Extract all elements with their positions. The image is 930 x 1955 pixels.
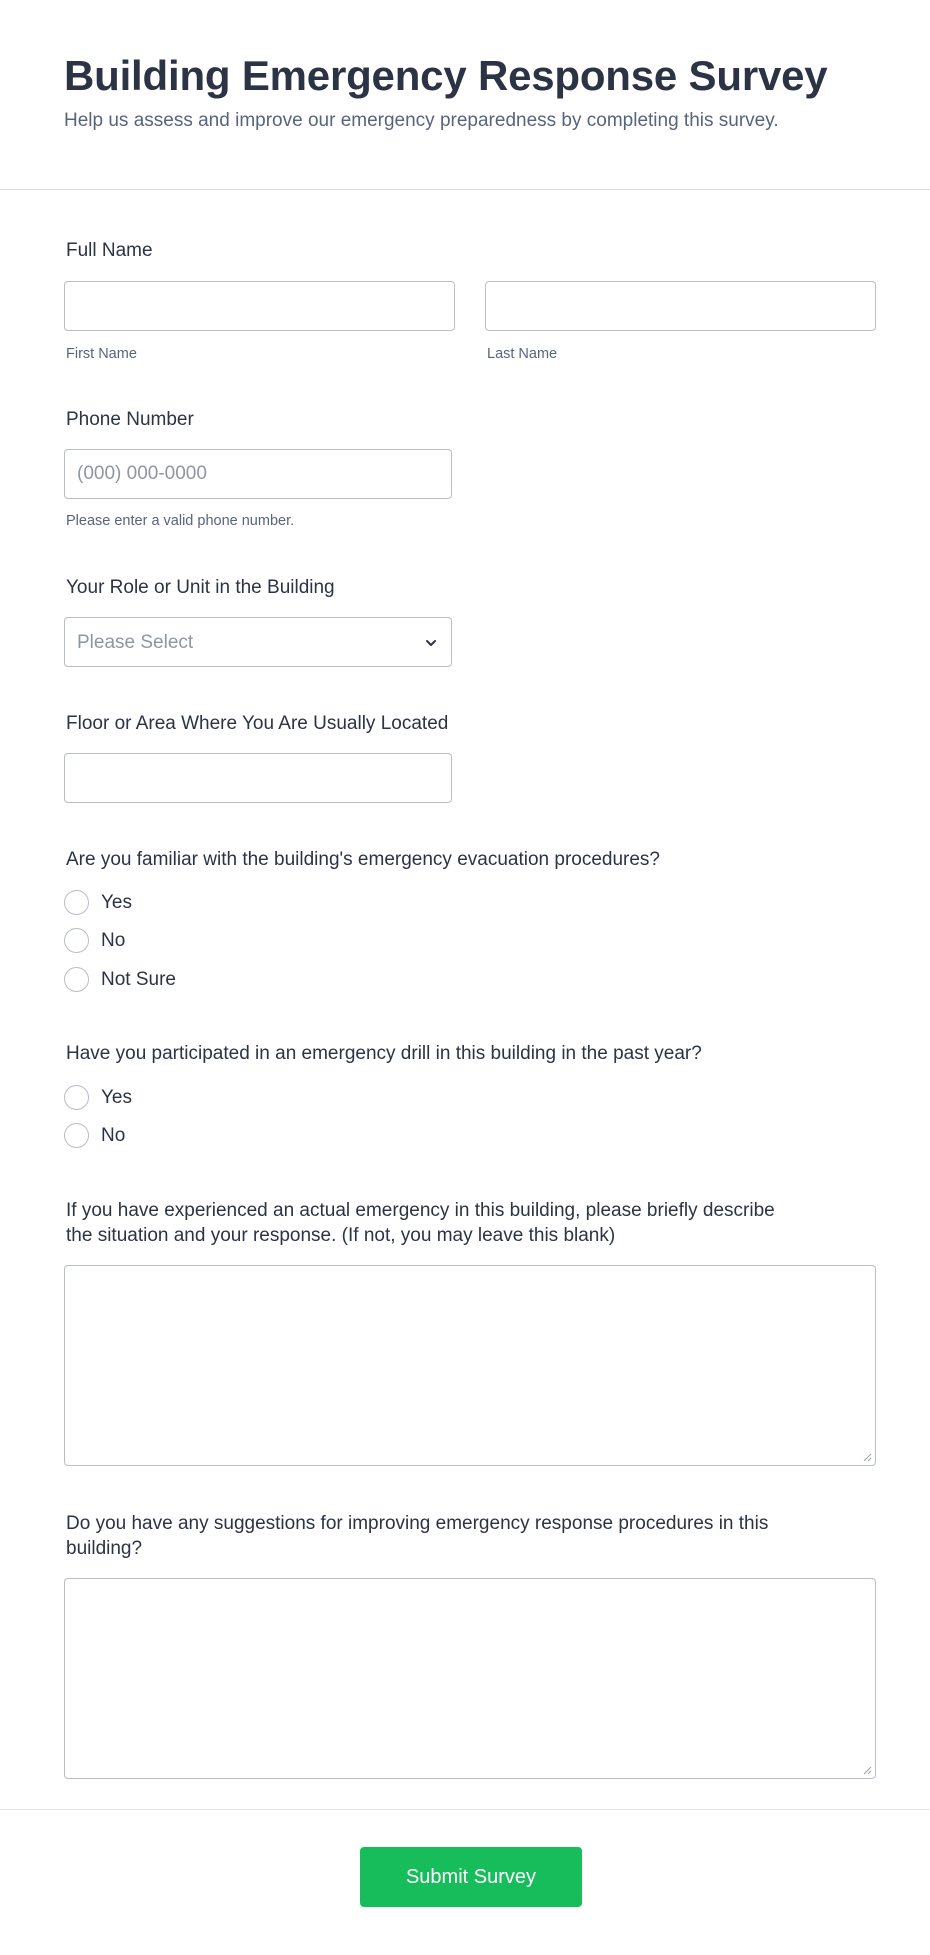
radio-button[interactable]	[64, 890, 89, 915]
role-select[interactable]	[64, 617, 452, 667]
role-label: Your Role or Unit in the Building	[66, 577, 335, 598]
footer-divider	[0, 1809, 930, 1810]
first-name-input[interactable]	[64, 281, 455, 331]
familiar-question-label: Are you familiar with the building's emergency evacuation procedures?	[66, 849, 661, 870]
submit-survey-button[interactable]: Submit Survey	[360, 1847, 582, 1907]
page-title: Building Emergency Response Survey	[64, 52, 828, 99]
page-subtitle: Help us assess and improve our emergency preparedness by completing this survey.	[64, 110, 779, 131]
first-name-sublabel: First Name	[66, 346, 137, 362]
experience-question-label-line2: the situation and your response. (If not, you may leave this blank)	[66, 1225, 616, 1246]
full-name-label: Full Name	[66, 240, 153, 261]
radio-label: Yes	[101, 1087, 132, 1108]
radio-button[interactable]	[64, 1085, 89, 1110]
suggestions-textarea[interactable]	[64, 1578, 876, 1779]
suggestions-question-label-line2: building?	[66, 1538, 143, 1559]
chevron-down-icon	[421, 633, 441, 653]
drill-question-label: Have you participated in an emergency drill in this building in the past year?	[66, 1043, 702, 1064]
resize-grip-icon[interactable]	[862, 1452, 872, 1462]
phone-hint: Please enter a valid phone number.	[66, 513, 295, 529]
floor-label: Floor or Area Where You Are Usually Located	[66, 713, 449, 734]
radio-label: No	[101, 1125, 126, 1146]
radio-button[interactable]	[64, 928, 89, 953]
experience-question-label-line1: If you have experienced an actual emergency in this building, please briefly describe	[66, 1200, 775, 1221]
floor-input[interactable]	[64, 753, 452, 803]
radio-button[interactable]	[64, 967, 89, 992]
radio-label: Not Sure	[101, 969, 176, 990]
radio-label: Yes	[101, 892, 132, 913]
radio-button[interactable]	[64, 1123, 89, 1148]
last-name-sublabel: Last Name	[487, 346, 558, 362]
radio-label: No	[101, 930, 126, 951]
resize-grip-icon[interactable]	[862, 1765, 872, 1775]
suggestions-question-label-line1: Do you have any suggestions for improving emergency response procedures in this	[66, 1513, 769, 1534]
phone-label: Phone Number	[66, 409, 194, 430]
experience-textarea[interactable]	[64, 1265, 876, 1466]
form-header	[0, 0, 930, 190]
last-name-input[interactable]	[485, 281, 876, 331]
phone-input[interactable]	[64, 449, 452, 499]
role-select-value: Please Select	[77, 632, 194, 653]
